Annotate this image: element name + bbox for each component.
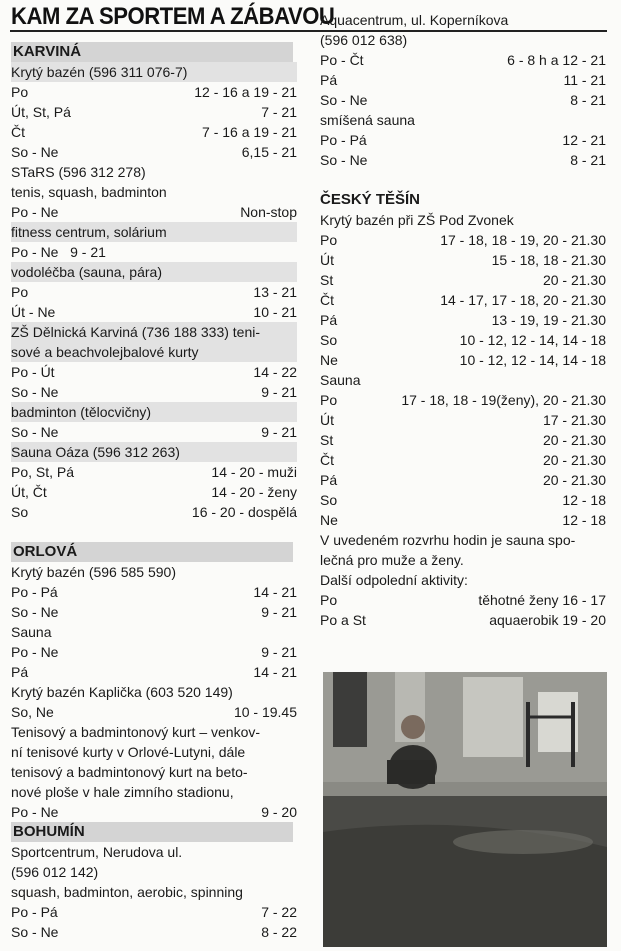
schedule-row: St 20 - 21.30 xyxy=(320,272,606,288)
venue-subtitle: Sauna xyxy=(11,624,52,640)
section-gap xyxy=(11,522,297,542)
venue-description: nové ploše v hale zimního stadionu, xyxy=(11,784,234,800)
pool-photo-illustration xyxy=(323,672,607,947)
schedule-row: Po - Ne 9 - 21 xyxy=(11,644,297,660)
schedule-row: So - Ne 8 - 21 xyxy=(320,92,606,108)
schedule-row: Út 15 - 18, 18 - 21.30 xyxy=(320,252,606,268)
schedule-row: Pá 13 - 19, 19 - 21.30 xyxy=(320,312,606,328)
venue-description: Tenisový a badmintonový kurt – venkov- xyxy=(11,724,261,740)
schedule-row: So - Ne 8 - 22 xyxy=(11,924,297,940)
left-column xyxy=(11,42,297,942)
page-title: KAM ZA SPORTEM A ZÁBAVOU xyxy=(11,3,335,30)
schedule-row: Pá 20 - 21.30 xyxy=(320,472,606,488)
schedule-row: Ne 10 - 12, 12 - 14, 14 - 18 xyxy=(320,352,606,368)
schedule-row: Út 17 - 21.30 xyxy=(320,412,606,428)
venue-name: Krytý bazén (596 311 076-7) xyxy=(11,62,297,82)
schedule-row: Po 12 - 16 a 19 - 21 xyxy=(11,84,297,100)
schedule-row: So - Ne 9 - 21 xyxy=(11,424,297,440)
schedule-row: So - Ne 8 - 21 xyxy=(320,152,606,168)
venue-name: Sportcentrum, Nerudova ul. xyxy=(11,844,183,860)
schedule-row: Čt 7 - 16 a 19 - 21 xyxy=(11,124,297,140)
schedule-row: Po - Ne 9 - 21 xyxy=(11,244,106,260)
right-column xyxy=(320,12,606,630)
schedule-row: So - Ne 9 - 21 xyxy=(11,384,297,400)
schedule-row: Po - Čt 6 - 8 h a 12 - 21 xyxy=(320,52,606,68)
venue-subtitle: smíšená sauna xyxy=(320,112,415,128)
activities-heading: Další odpolední aktivity: xyxy=(320,572,468,588)
venue-name: Krytý bazén (596 585 590) xyxy=(11,564,176,580)
schedule-row: Po 17 - 18, 18 - 19, 20 - 21.30 xyxy=(320,232,606,248)
note-text: V uvedeném rozvrhu hodin je sauna spo- xyxy=(320,532,576,548)
schedule-row: Pá 14 - 21 xyxy=(11,664,297,680)
schedule-row: So 12 - 18 xyxy=(320,492,606,508)
schedule-row: Po 13 - 21 xyxy=(11,284,297,300)
schedule-row: Pá 11 - 21 xyxy=(320,72,606,88)
venue-subtitle: fitness centrum, solárium xyxy=(11,222,297,242)
venue-name: ZŠ Dělnická Karviná (736 188 333) teni- xyxy=(11,322,297,342)
schedule-row: Po - Ne 9 - 20 xyxy=(11,804,297,820)
schedule-row: Út, Čt 14 - 20 - ženy xyxy=(11,484,297,500)
schedule-row: Po - Pá 12 - 21 xyxy=(320,132,606,148)
city-heading-karvina: KARVINÁ xyxy=(11,42,293,62)
schedule-row: So, Ne 10 - 19.45 xyxy=(11,704,297,720)
schedule-row: Čt 20 - 21.30 xyxy=(320,452,606,468)
venue-subtitle: vodoléčba (sauna, pára) xyxy=(11,262,297,282)
note-text: lečná pro muže a ženy. xyxy=(320,552,464,568)
city-heading-orlova: ORLOVÁ xyxy=(11,542,293,562)
venue-name: STaRS (596 312 278) xyxy=(11,164,146,180)
venue-subtitle: tenis, squash, badminton xyxy=(11,184,167,200)
venue-subtitle: squash, badminton, aerobic, spinning xyxy=(11,884,243,900)
schedule-row: Po, St, Pá 14 - 20 - muži xyxy=(11,464,297,480)
city-heading-bohumin: BOHUMÍN xyxy=(11,822,293,842)
venue-name: Sauna Oáza (596 312 263) xyxy=(11,442,297,462)
venue-name: Krytý bazén při ZŠ Pod Zvonek xyxy=(320,212,514,228)
venue-name: Krytý bazén Kaplička (603 520 149) xyxy=(11,684,233,700)
schedule-row: Po - Út 14 - 22 xyxy=(11,364,297,380)
schedule-row: Po těhotné ženy 16 - 17 xyxy=(320,592,606,608)
schedule-row: So - Ne 9 - 21 xyxy=(11,604,297,620)
schedule-row: Po 17 - 18, 18 - 19(ženy), 20 - 21.30 xyxy=(320,392,606,408)
venue-description: tenisový a badmintonový kurt na beto- xyxy=(11,764,248,780)
schedule-row: St 20 - 21.30 xyxy=(320,432,606,448)
venue-subtitle: Sauna xyxy=(320,372,361,388)
schedule-row: So 16 - 20 - dospělá xyxy=(11,504,297,520)
schedule-row: So 10 - 12, 12 - 14, 14 - 18 xyxy=(320,332,606,348)
schedule-row: Út, St, Pá 7 - 21 xyxy=(11,104,297,120)
venue-subtitle: badminton (tělocvičny) xyxy=(11,402,297,422)
schedule-row: Po a St aquaerobik 19 - 20 xyxy=(320,612,606,628)
schedule-row: Po - Ne Non-stop xyxy=(11,204,297,220)
schedule-row: So - Ne 6,15 - 21 xyxy=(11,144,297,160)
venue-phone: (596 012 638) xyxy=(320,32,408,48)
schedule-row: Čt 14 - 17, 17 - 18, 20 - 21.30 xyxy=(320,292,606,308)
schedule-row: Po - Pá 14 - 21 xyxy=(11,584,297,600)
pool-photo xyxy=(323,672,607,947)
venue-name: sové a beachvolejbalové kurty xyxy=(11,342,297,362)
section-gap xyxy=(320,170,606,190)
venue-name: Aquacentrum, ul. Koperníkova xyxy=(320,12,509,28)
venue-phone: (596 012 142) xyxy=(11,864,99,880)
schedule-row: Ne 12 - 18 xyxy=(320,512,606,528)
schedule-row: Po - Pá 7 - 22 xyxy=(11,904,297,920)
city-heading-cesky-tesin: ČESKÝ TĚŠÍN xyxy=(320,191,421,208)
schedule-row: Út - Ne 10 - 21 xyxy=(11,304,297,320)
venue-description: ní tenisové kurty v Orlové-Lutyni, dále xyxy=(11,744,246,760)
